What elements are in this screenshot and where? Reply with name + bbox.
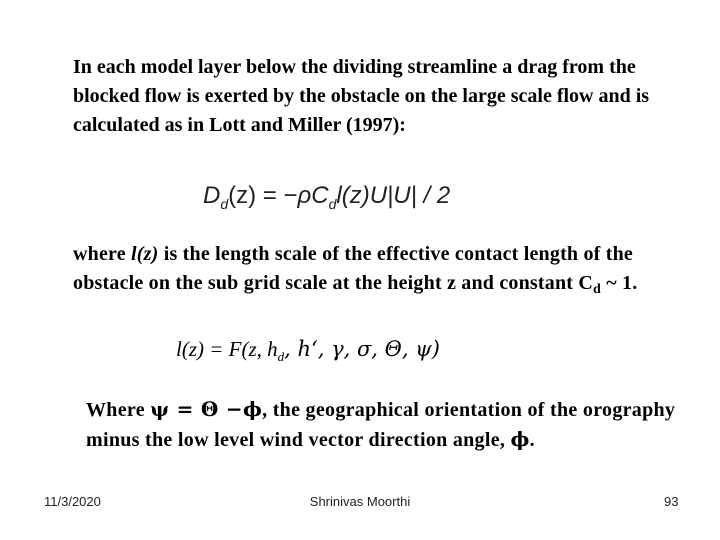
orientation-suffix: . xyxy=(529,429,535,451)
formula-start: l(z) = F(z, h xyxy=(176,337,278,361)
intro-paragraph xyxy=(73,53,673,140)
where-middle: is the length scale of the effective contact length of the obstacle on the sub grid scale at the height z and constant C xyxy=(73,243,633,294)
equation-coef: C xyxy=(311,182,329,209)
footer-page-number: 93 xyxy=(664,494,679,509)
phi-symbol: ϕ xyxy=(510,427,530,451)
orientation-paragraph xyxy=(86,395,716,455)
equation-lhs-sub: d xyxy=(220,195,229,212)
drag-equation xyxy=(203,182,450,212)
where-prefix: where xyxy=(73,243,132,265)
length-function-formula xyxy=(176,337,440,365)
equation-equals: = − xyxy=(256,182,298,209)
length-scale-paragraph xyxy=(73,240,673,304)
equation-rho: ρ xyxy=(297,182,312,209)
orientation-middle: , the geographical orientation of the orography minus the low level wind vector direction angle, xyxy=(86,399,676,451)
formula-sub: d xyxy=(277,349,285,365)
l-symbol: l(z) xyxy=(131,243,159,265)
equation-coef-sub: d xyxy=(328,195,337,212)
equation-rhs: l(z)U|U| / 2 xyxy=(336,182,451,209)
intro-text: In each model layer below the dividing streamline a drag from the blocked flow is exerted by the obstacle on the large scale flow and is calculated as in Lott and Miller (1997): xyxy=(73,56,650,136)
formula-rest: , h‘, γ, σ, Θ, ψ) xyxy=(284,337,440,361)
orientation-symbols: ψ = Θ −ϕ xyxy=(150,397,263,421)
footer-author: Shrinivas Moorthi xyxy=(309,494,411,509)
equation-lhs-symbol: D xyxy=(203,182,221,209)
where-suffix: ~ 1. xyxy=(601,272,638,294)
cd-sub: d xyxy=(593,282,601,297)
equation-lhs-arg: (z) xyxy=(228,182,257,209)
footer-date: 11/3/2020 xyxy=(44,494,101,509)
orientation-prefix: Where xyxy=(86,399,151,421)
